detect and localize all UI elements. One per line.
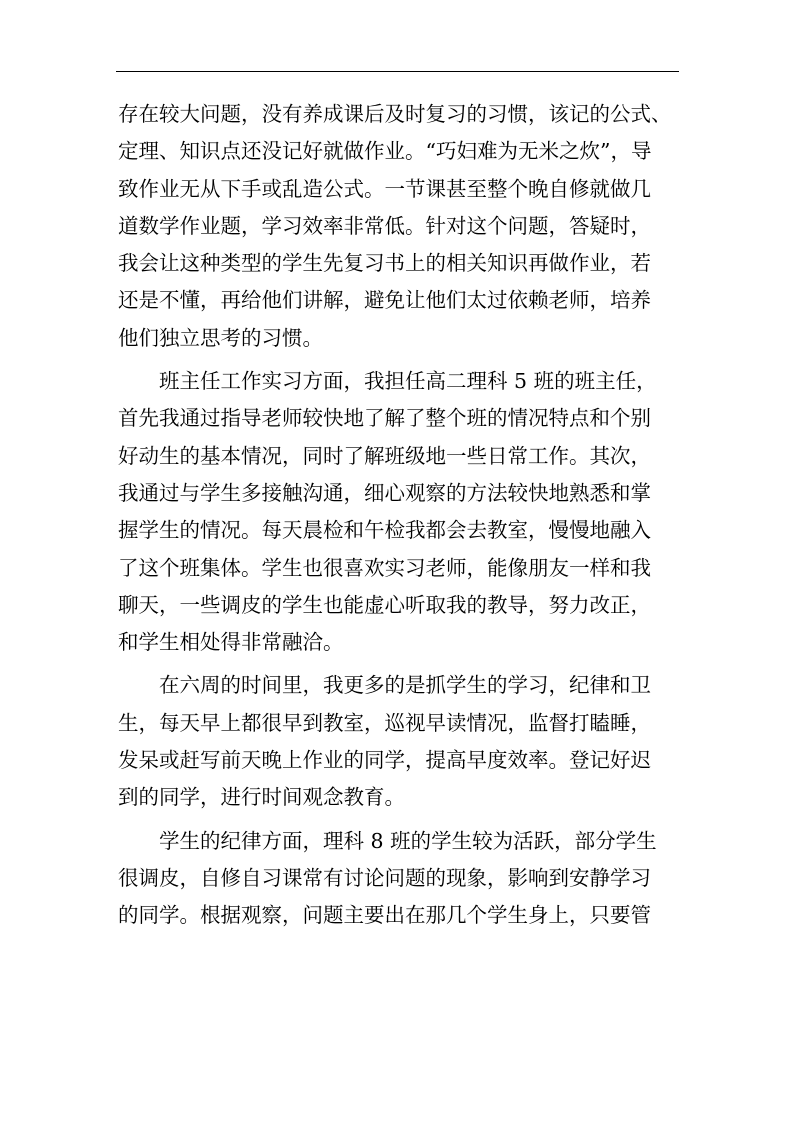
paragraph-first-line: 班主任工作实习方面，我担任高二理科 5 班的班主任， (159, 369, 657, 394)
body-text (118, 96, 678, 935)
text-line: 还是不懂，再给他们讲解，避免让他们太过依赖老师，培养 (118, 288, 651, 313)
text-line: 他们独立思考的习惯。 (118, 325, 323, 350)
text-line: 发呆或赶写前天晚上作业的同学，提高早度效率。登记好迟 (118, 748, 651, 773)
text-line: 致作业无从下手或乱造公式。一节课甚至整个晚自修就做几 (118, 176, 651, 201)
text-line: 道数学作业题，学习效率非常低。针对这个问题，答疑时， (118, 213, 651, 238)
text-line: 我通过与学生多接触沟通，细心观察的方法较快地熟悉和掌 (118, 480, 651, 505)
text-line: 聊天，一些调皮的学生也能虚心听取我的教导，努力改正， (118, 592, 651, 617)
paragraph-first-line: 在六周的时间里，我更多的是抓学生的学习，纪律和卫 (159, 673, 651, 698)
text-line: 我会让这种类型的学生先复习书上的相关知识再做作业，若 (118, 251, 651, 276)
text-line: 定理、知识点还没记好就做作业。“巧妇难为无米之炊”，导 (118, 139, 652, 164)
header-rule (116, 71, 679, 72)
text-line: 和学生相处得非常融洽。 (118, 630, 344, 655)
text-line: 握学生的情况。每天晨检和午检我都会去教室，慢慢地融入 (118, 518, 651, 543)
text-line: 首先我通过指导老师较快地了解了整个班的情况特点和个别 (118, 406, 651, 431)
text-line: 到的同学，进行时间观念教育。 (118, 785, 405, 810)
paragraph-first-line: 学生的纪律方面，理科 8 班的学生较为活跃，部分学生 (159, 828, 657, 853)
text-line: 存在较大问题，没有养成课后及时复习的习惯，该记的公式、 (118, 102, 672, 126)
text-line: 的同学。根据观察，问题主要出在那几个学生身上，只要管 (118, 903, 651, 928)
text-line: 生，每天早上都很早到教室，巡视早读情况，监督打瞌睡， (118, 710, 651, 735)
text-line: 很调皮，自修自习课常有讨论问题的现象，影响到安静学习 (118, 865, 651, 890)
text-line: 好动生的基本情况，同时了解班级地一些日常工作。其次， (118, 443, 651, 468)
text-line: 了这个班集体。学生也很喜欢实习老师，能像朋友一样和我 (118, 555, 651, 580)
